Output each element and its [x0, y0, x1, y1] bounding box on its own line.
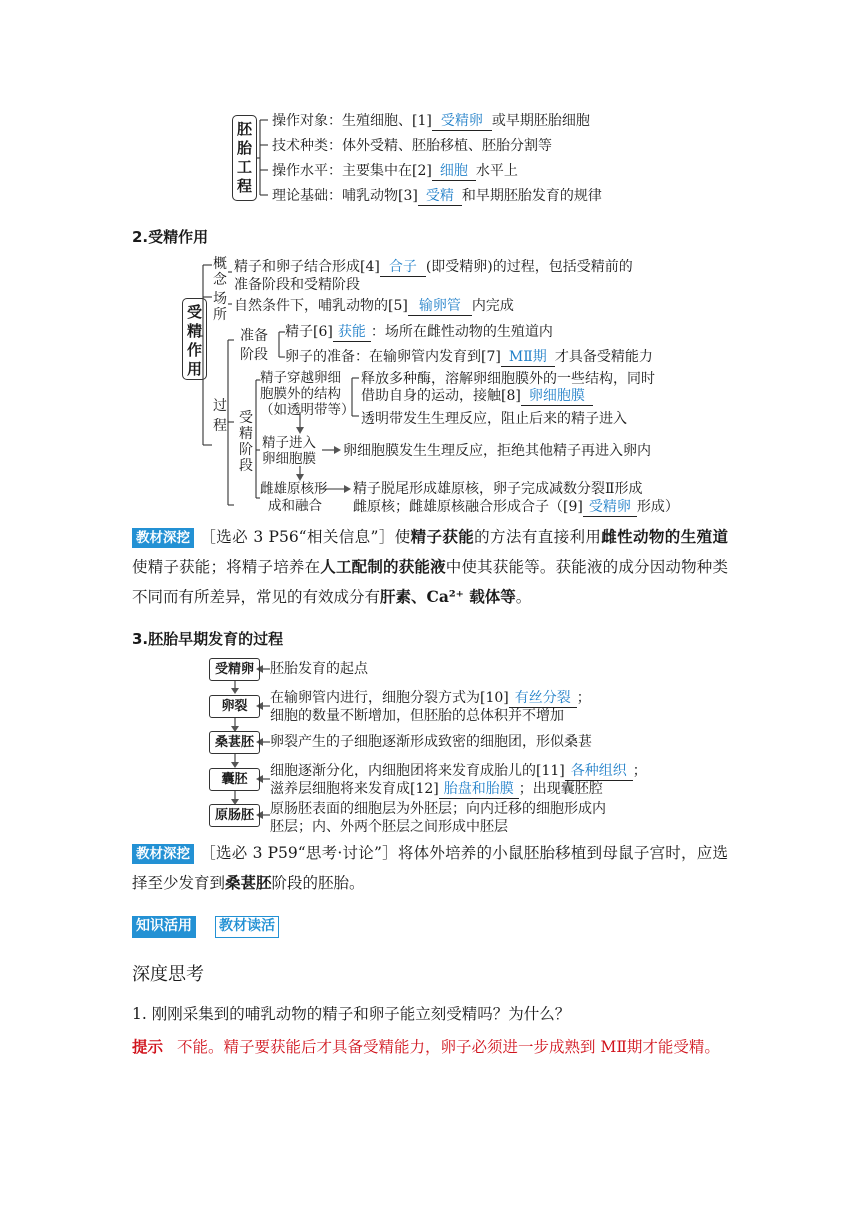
text: 内完成: [471, 298, 514, 314]
text: (即受精卵)的过程，包括受精前的: [425, 259, 633, 275]
answer-blank-3: 受精: [418, 188, 462, 206]
tag-textbook-reading: 教材读活: [215, 916, 279, 938]
desc-cleavage-1: [270, 689, 591, 708]
cat-char: 场: [213, 291, 227, 307]
textbook-badge: 教材深挖: [132, 844, 194, 864]
text: ：场所在雌性动物的生殖道内: [370, 324, 553, 340]
stage-box-cleavage: 卵裂: [209, 695, 260, 718]
cat-char: 过: [213, 398, 227, 414]
text: 精子穿越卵细: [260, 370, 341, 386]
desc-zygote: 胚胎发育的起点: [270, 661, 368, 677]
text: ；: [632, 763, 647, 779]
text: 雌雄原核形: [260, 481, 328, 497]
answer-blank-7: MⅡ期: [501, 349, 555, 367]
cat-char: 念: [213, 272, 227, 288]
label-char: 工: [236, 158, 252, 176]
embryo-engineering-label: [232, 115, 257, 201]
text: 准备: [240, 328, 268, 344]
text: 。: [515, 588, 532, 606]
textbook-note-2: [132, 838, 728, 898]
emphasis: 精子获能: [410, 527, 475, 546]
text: 在输卵管内进行，细胞分裂方式为[10]: [270, 690, 509, 706]
text: ［选必 3 P56“相关信息”］使: [200, 528, 411, 546]
textbook-badge: 教材深挖: [132, 528, 194, 548]
desc-cleavage-2: 细胞的数量不断增加，但胚胎的总体积并不增加: [270, 708, 564, 724]
egg-prep-line: [285, 348, 653, 367]
emphasis: 肝素、Ca²⁺ 载体等: [380, 587, 516, 606]
text: 卵细胞膜: [262, 451, 316, 467]
label-char: 用: [186, 360, 202, 378]
text: 形成）: [636, 499, 679, 515]
cat-char: 精: [239, 426, 253, 442]
embryo-row-object: [272, 112, 590, 131]
s1-b-line: 透明带发生生理反应，阻止后来的精子进入: [361, 411, 627, 427]
answer-blank-10: 有丝分裂: [509, 690, 577, 708]
desc-gastrula-1: 原肠胚表面的细胞层为外胚层；向内迁移的细胞形成内: [270, 801, 606, 817]
cat-char: 概: [213, 256, 227, 272]
fertilization-label: [182, 298, 207, 380]
text: 阶段的胚胎。: [271, 874, 365, 892]
category-concept: [212, 256, 228, 288]
emphasis: 雌性动物的生殖道: [601, 527, 728, 546]
cat-char: 阶: [239, 442, 253, 458]
answer-blank-1: 受精卵: [432, 113, 492, 131]
answer-blank-5: 输卵管: [408, 298, 472, 316]
label-char: 胚: [236, 120, 252, 138]
textbook-note-1: [132, 522, 728, 612]
place-line: [234, 297, 514, 316]
text: 精子[6]: [285, 324, 333, 340]
hint-text: 不能。精子要获能后才具备受精能力，卵子必须进一步成熟到 MⅡ期才能受精。: [177, 1038, 720, 1056]
stage-box-zygote: 受精卵: [209, 658, 260, 681]
tag-knowledge-use: 知识活用: [132, 916, 196, 938]
s2-text: 卵细胞膜发生生理反应，拒绝其他精子再进入卵内: [343, 443, 651, 459]
label-char: 作: [186, 341, 202, 359]
answer-blank-6: 获能: [333, 324, 371, 342]
text: 自然条件下，哺乳动物的[5]: [234, 298, 408, 314]
answer-blank-4: 合子: [380, 259, 426, 277]
row-text: 操作水平：主要集中在[2]: [272, 163, 432, 179]
emphasis: 桑葚胚: [225, 873, 272, 892]
s3-line-2: [353, 498, 679, 517]
cat-char: 段: [239, 458, 253, 474]
text: 胞膜外的结构: [260, 386, 341, 402]
text: 借助自身的运动，接触[8]: [361, 388, 521, 404]
text: ；: [576, 690, 591, 706]
desc-morula: 卵裂产生的子细胞逐渐形成致密的细胞团，形似桑葚: [270, 734, 592, 750]
row-text: 和早期胚胎发育的规律: [461, 188, 602, 204]
row-text: 或早期胚胎细胞: [491, 113, 590, 129]
deep-thinking-heading: 深度思考: [132, 964, 204, 985]
text: 阶段: [240, 347, 268, 363]
hint-label: 提示: [132, 1038, 164, 1056]
label-char: 胎: [236, 139, 252, 157]
emphasis: 人工配制的获能液: [320, 557, 446, 576]
category-process: [212, 398, 228, 434]
s1-label: [260, 370, 355, 418]
stage-box-morula: 桑葚胚: [209, 731, 260, 754]
section-heading-fertilization: 2.受精作用: [132, 228, 209, 246]
text: （如透明带等）: [260, 402, 355, 418]
row-text: 操作对象：生殖细胞、[1]: [272, 113, 432, 129]
text: ［选必 3 P59“思考·讨论”］将体外培养的小鼠胚胎移植到母鼠子宫时，应选择至少发育到: [132, 844, 728, 892]
cat-char: 所: [213, 307, 227, 323]
answer-blank-11: 各种组织: [565, 763, 633, 781]
section-heading-early-development: 3.胚胎早期发育的过程: [132, 630, 284, 648]
concept-line-1: [234, 258, 633, 277]
stage-box-gastrula: 原肠胚: [209, 804, 260, 827]
label-char: 受: [186, 303, 202, 321]
stage-label: [238, 410, 254, 474]
text: 的方法有直接利用: [474, 528, 602, 546]
embryo-row-level: [272, 162, 518, 181]
stage-box-blastocyst: 囊胚: [209, 768, 260, 791]
answer-blank-2: 细胞: [432, 163, 476, 181]
label-char: 程: [236, 177, 252, 195]
text: ；出现囊胚腔: [518, 781, 603, 797]
text: 成和融合: [268, 498, 322, 514]
category-place: [212, 291, 228, 323]
text: 才具备受精能力: [554, 349, 653, 365]
s3-label: [260, 481, 328, 515]
embryo-row-theory: [272, 187, 602, 206]
s3-line-1: 精子脱尾形成雄原核，卵子完成减数分裂Ⅱ形成: [353, 481, 643, 497]
text: 使精子获能；将精子培养在: [132, 558, 321, 576]
prep-stage-label: [240, 327, 268, 365]
text: 精子进入: [262, 435, 316, 451]
sperm-prep-line: [285, 323, 553, 342]
s2-label: [262, 435, 316, 467]
row-text: 水平上: [475, 163, 518, 179]
text: 精子和卵子结合形成[4]: [234, 259, 380, 275]
desc-blastocyst-1: [270, 762, 647, 781]
s1-a-line-2: [361, 387, 593, 406]
embryo-row-techniques: 技术种类：体外受精、胚胎移植、胚胎分割等: [272, 138, 552, 154]
desc-blastocyst-2: [270, 780, 603, 799]
text: 中使其获能等。获能液的成分因动物种类不同而有所差异，常见的有效成分有: [132, 558, 728, 606]
answer-blank-9: 受精卵: [583, 499, 637, 517]
row-text: 理论基础：哺乳动物[3]: [272, 188, 418, 204]
question-1: 1. 刚刚采集到的哺乳动物的精子和卵子能立刻受精吗？为什么？: [132, 1005, 571, 1023]
text: 卵子的准备：在输卵管内发育到[7]: [285, 349, 501, 365]
s1-a-line-1: 释放多种酶，溶解卵细胞膜外的一些结构，同时: [361, 371, 655, 387]
text: 细胞逐渐分化，内细胞团将来发育成胎儿的[11]: [270, 763, 565, 779]
text: 雌原核；雌雄原核融合形成合子（[9]: [353, 499, 583, 515]
cat-char: 程: [213, 418, 227, 434]
hint-1: [132, 1032, 728, 1062]
desc-gastrula-2: 胚层；内、外两个胚层之间形成中胚层: [270, 819, 508, 835]
text: 滋养层细胞将来发育成[12]: [270, 781, 439, 797]
answer-blank-8: 卵细胞膜: [521, 388, 593, 406]
answer-blank-12: 胎盘和胎膜: [439, 781, 519, 799]
cat-char: 受: [239, 410, 253, 426]
concept-line-2: 准备阶段和受精阶段: [234, 277, 360, 293]
label-char: 精: [186, 322, 202, 340]
